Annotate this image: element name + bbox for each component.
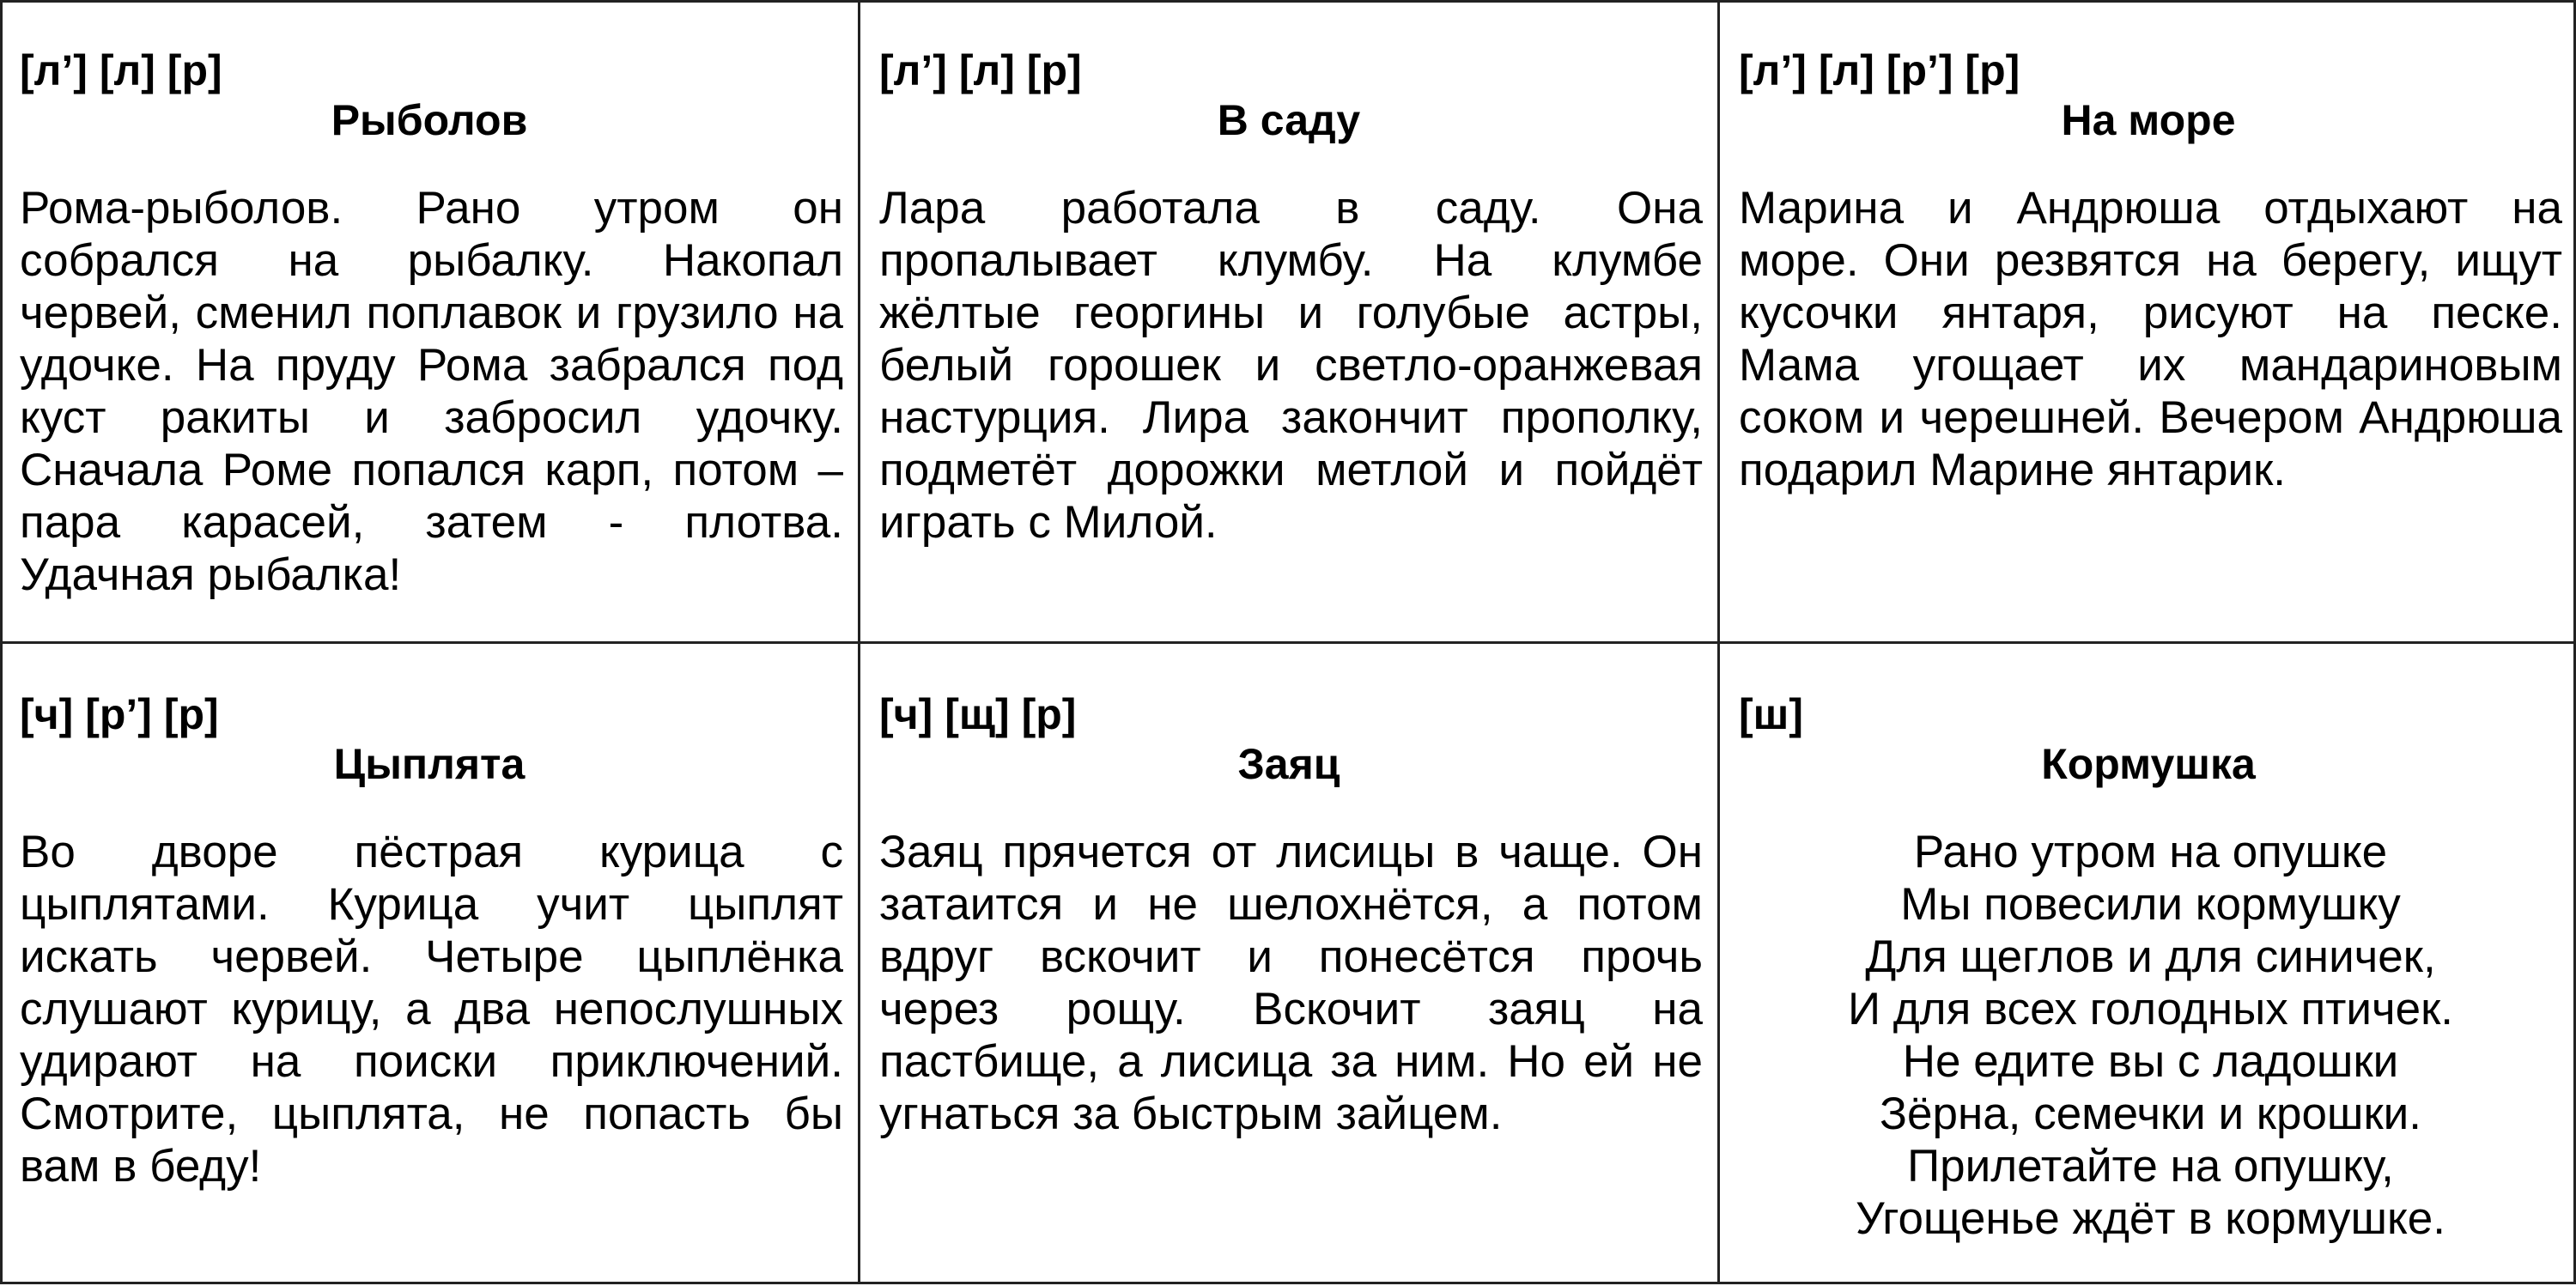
sounds-label: [л’] [л] [р] bbox=[20, 46, 222, 94]
text-card bbox=[0, 644, 859, 1286]
text-line: куст ракиты и забросил удочку. bbox=[20, 392, 843, 443]
sounds-label: [ш] bbox=[1739, 690, 1803, 738]
card-title: Заяц bbox=[1237, 740, 1340, 788]
text-line: Угощенье ждёт в кормушке. bbox=[1855, 1193, 2445, 1244]
text-line: удирают на поиски приключений. bbox=[20, 1036, 843, 1087]
poem-text bbox=[1739, 826, 2562, 1245]
text-line: Мы повесили кормушку bbox=[1900, 879, 2401, 930]
text-line: Прилетайте на опушку, bbox=[1907, 1141, 2394, 1192]
sounds-label: [ч] [щ] [р] bbox=[879, 690, 1077, 738]
text-line: И для всех голодных птичек. bbox=[1847, 984, 2454, 1034]
text-line: собрался на рыбалку. Накопал bbox=[20, 235, 843, 286]
text-line: Рома-рыболов. Рано утром он bbox=[20, 183, 843, 234]
text-card bbox=[1719, 0, 2576, 642]
text-line: Во дворе пёстрая курица с bbox=[20, 827, 843, 877]
text-line: море. Они резвятся на берегу, ищут bbox=[1739, 235, 2562, 286]
text-line: Мама угощает их мандариновым bbox=[1739, 340, 2562, 391]
story-text bbox=[20, 826, 843, 1192]
story-text bbox=[879, 826, 1703, 1140]
text-line: червей, сменил поплавок и грузило на bbox=[20, 288, 843, 338]
sounds-label: [л’] [л] [р’] [р] bbox=[1739, 46, 2020, 94]
text-line: Смотрите, цыплята, не попасть бы bbox=[20, 1089, 843, 1139]
text-line: Марина и Андрюша отдыхают на bbox=[1739, 183, 2562, 234]
text-line: Для щеглов и для синичек, bbox=[1865, 931, 2436, 982]
text-line: подметёт дорожки метлой и пойдёт bbox=[879, 445, 1703, 495]
text-line: Зёрна, семечки и крошки. bbox=[1880, 1089, 2421, 1139]
text-line: белый горошек и светло-оранжевая bbox=[879, 340, 1703, 391]
sounds-label: [л’] [л] [р] bbox=[879, 46, 1082, 94]
text-card bbox=[860, 644, 1718, 1286]
text-line: кусочки янтаря, рисуют на песке. bbox=[1739, 288, 2562, 338]
card-title: Кормушка bbox=[2041, 740, 2256, 788]
text-line: Заяц прячется от лисицы в чаще. Он bbox=[879, 827, 1703, 877]
text-line: пастбище, а лисица за ним. Но ей не bbox=[879, 1036, 1703, 1087]
story-text bbox=[1739, 182, 2562, 496]
text-line: пропалывает клумбу. На клумбе bbox=[879, 235, 1703, 286]
text-line: затаится и не шелохнётся, а потом bbox=[879, 879, 1703, 930]
text-line: угнаться за быстрым зайцем. bbox=[879, 1089, 1503, 1139]
card-title: В саду bbox=[1217, 96, 1361, 144]
text-line: жёлтые георгины и голубые астры, bbox=[879, 288, 1703, 338]
text-line: подарил Марине янтарик. bbox=[1739, 445, 2287, 495]
text-line: слушают курицу, а два непослушных bbox=[20, 984, 843, 1034]
sounds-label: [ч] [р’] [р] bbox=[20, 690, 219, 738]
card-title: Цыплята bbox=[333, 740, 526, 788]
text-line: цыплятами. Курица учит цыплят bbox=[20, 879, 843, 930]
text-line: искать червей. Четыре цыплёнка bbox=[20, 931, 843, 982]
text-line: Не едите вы с ладошки bbox=[1902, 1036, 2399, 1087]
text-line: соком и черешней. Вечером Андрюша bbox=[1739, 392, 2562, 443]
text-line: Сначала Роме попался карп, потом – bbox=[20, 445, 843, 495]
text-line: играть с Милой. bbox=[879, 497, 1218, 548]
text-line: вдруг вскочит и понесётся прочь bbox=[879, 931, 1703, 982]
card-title: На море bbox=[2061, 96, 2236, 144]
text-line: через рощу. Вскочит заяц на bbox=[879, 984, 1703, 1034]
text-line: вам в беду! bbox=[20, 1141, 262, 1192]
text-line: Удачная рыбалка! bbox=[20, 549, 402, 600]
story-text bbox=[20, 182, 843, 601]
story-text bbox=[879, 182, 1703, 549]
text-card bbox=[1719, 644, 2576, 1286]
text-card bbox=[0, 0, 859, 642]
text-line: пара карасей, затем - плотва. bbox=[20, 497, 843, 548]
text-line: Лара работала в саду. Она bbox=[879, 183, 1703, 234]
text-card bbox=[860, 0, 1718, 642]
text-line: Рано утром на опушке bbox=[1913, 827, 2388, 877]
text-line: удочке. На пруду Рома забрался под bbox=[20, 340, 843, 391]
text-line: настурция. Лира закончит прополку, bbox=[879, 392, 1703, 443]
card-title: Рыболов bbox=[331, 96, 528, 144]
